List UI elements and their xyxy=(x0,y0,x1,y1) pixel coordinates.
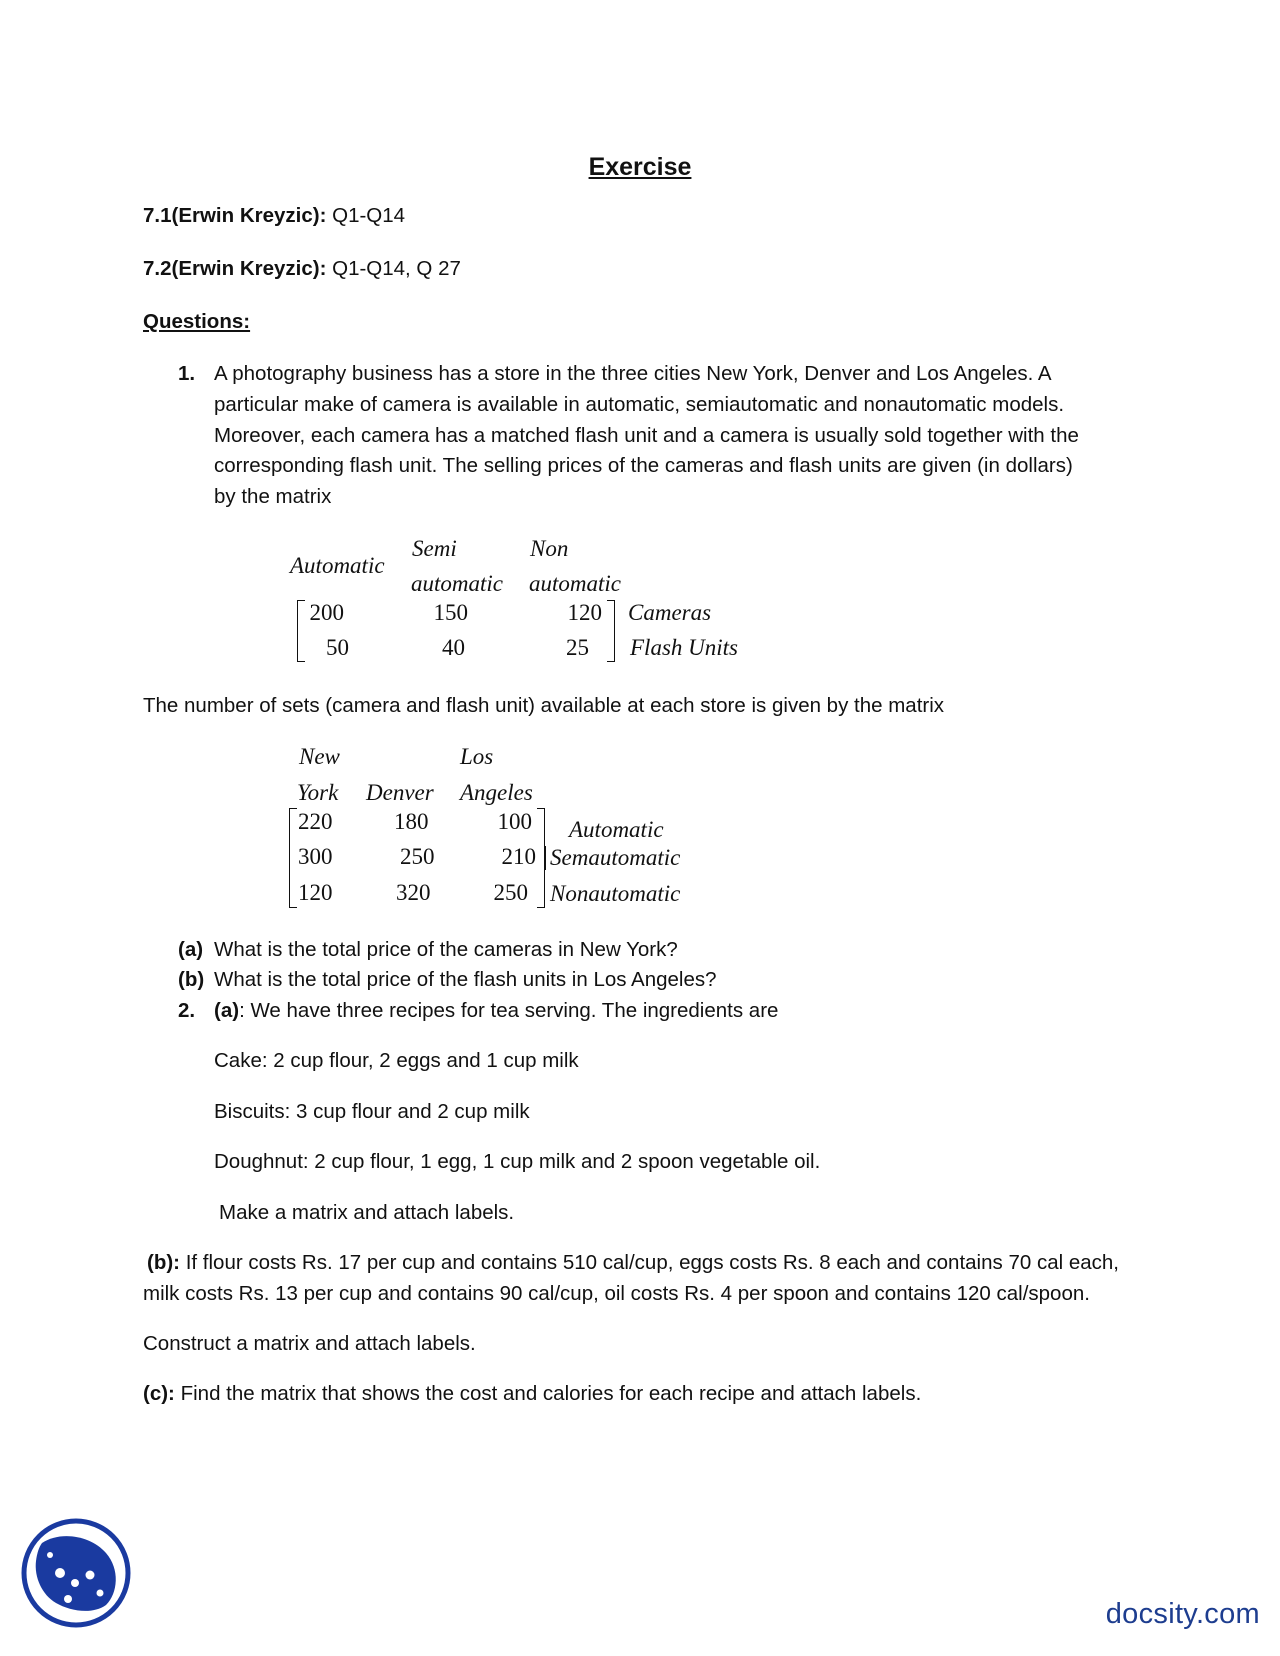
reference-line-2: 7.2(Erwin Kreyzic): Q1-Q14, Q 27 xyxy=(143,257,461,280)
questions-heading: Questions: xyxy=(143,310,251,333)
matrix-row-label: Cameras xyxy=(628,600,712,625)
matrix-col-header: automatic xyxy=(411,571,503,596)
matrix-cell: 50 xyxy=(326,635,349,660)
question-2-part-b: (b): If flour costs Rs. 17 per cup and contains 510 cal/cup, eggs costs Rs. 8 each and contains 70 cal each, xyxy=(147,1251,1120,1274)
matrix-col-header: Angeles xyxy=(460,780,533,805)
question-2-part-b-cont: milk costs Rs. 13 per cup and contains 90 cal/cup, oil costs Rs. 4 per spoon and contains 120 cal/spoon. xyxy=(143,1282,1090,1305)
part-text: What is the total price of the flash units in Los Angeles? xyxy=(214,968,717,991)
matrix-col-header: Los xyxy=(460,744,494,769)
matrix-cell: 200 xyxy=(309,600,344,625)
page-title: Exercise xyxy=(588,153,692,181)
matrix-left-bracket xyxy=(289,808,297,908)
part-text: What is the total price of the cameras in New York? xyxy=(214,938,678,961)
matrix-right-bracket xyxy=(537,808,545,908)
question-1-line: Moreover, each camera has a matched flash unit and a camera is usually sold together with the xyxy=(214,424,1079,447)
matrix-col-header: New xyxy=(299,744,340,769)
recipe-line: Biscuits: 3 cup flour and 2 cup milk xyxy=(214,1100,530,1123)
matrix-col-header: Semi xyxy=(412,536,457,561)
row-label-separator xyxy=(545,846,546,870)
reference-line-1: 7.1(Erwin Kreyzic): Q1-Q14 xyxy=(143,204,406,227)
matrix-cell: 210 xyxy=(501,844,536,869)
matrix-col-header: automatic xyxy=(529,571,621,596)
docsity-logo-icon xyxy=(20,1517,132,1629)
question-1-line: by the matrix xyxy=(214,485,332,508)
matrix-cell: 150 xyxy=(433,600,468,625)
question-1-number: 1. xyxy=(178,362,196,385)
matrix-cell: 320 xyxy=(396,880,431,905)
question-1-line: particular make of camera is available in automatic, semiautomatic and nonautomatic models. xyxy=(214,393,1065,416)
matrix-cell: 250 xyxy=(400,844,435,869)
matrix-cell: 100 xyxy=(497,809,532,834)
matrix-cell: 250 xyxy=(493,880,528,905)
docsity-brand-text[interactable]: docsity.com xyxy=(1105,1598,1260,1630)
matrix-col-header: Automatic xyxy=(290,553,385,578)
matrix-row-label: Flash Units xyxy=(630,635,738,660)
matrix-right-bracket xyxy=(607,600,615,662)
construct-instruction: Construct a matrix and attach labels. xyxy=(143,1332,476,1355)
recipe-line: Cake: 2 cup flour, 2 eggs and 1 cup milk xyxy=(214,1049,579,1072)
question-2-number: 2. xyxy=(178,999,196,1022)
matrix-cell: 120 xyxy=(298,880,333,905)
matrix-row-label: Nonautomatic xyxy=(550,881,681,906)
matrix-cell: 180 xyxy=(394,809,429,834)
matrix-cell: 25 xyxy=(566,635,589,660)
question-1-line: A photography business has a store in the three cities New York, Denver and Los Angeles. A xyxy=(214,362,1052,385)
matrix-cell: 120 xyxy=(567,600,602,625)
recipe-line: Doughnut: 2 cup flour, 1 egg, 1 cup milk and 2 spoon vegetable oil. xyxy=(214,1150,821,1173)
matrix-row-label: Semautomatic xyxy=(550,845,681,870)
matrix-col-header: Denver xyxy=(366,780,434,805)
matrix-col-header: York xyxy=(297,780,339,805)
make-matrix-instruction: Make a matrix and attach labels. xyxy=(219,1201,515,1224)
sets-sentence: The number of sets (camera and flash unit) available at each store is given by the matrix xyxy=(143,694,945,717)
matrix-col-header: Non xyxy=(530,536,569,561)
matrix-cell: 220 xyxy=(298,809,333,834)
part-label: (a) xyxy=(178,938,204,961)
matrix-cell: 40 xyxy=(442,635,465,660)
question-1-line: corresponding flash unit. The selling prices of the cameras and flash units are given (in dollars) xyxy=(214,454,1073,477)
matrix-cell: 300 xyxy=(298,844,333,869)
matrix-row-label: Automatic xyxy=(569,817,664,842)
question-2-part-a: (a): We have three recipes for tea serving. The ingredients are xyxy=(214,999,779,1022)
question-2-part-c: (c): Find the matrix that shows the cost and calories for each recipe and attach labels. xyxy=(143,1382,922,1405)
part-label: (b) xyxy=(178,968,205,991)
